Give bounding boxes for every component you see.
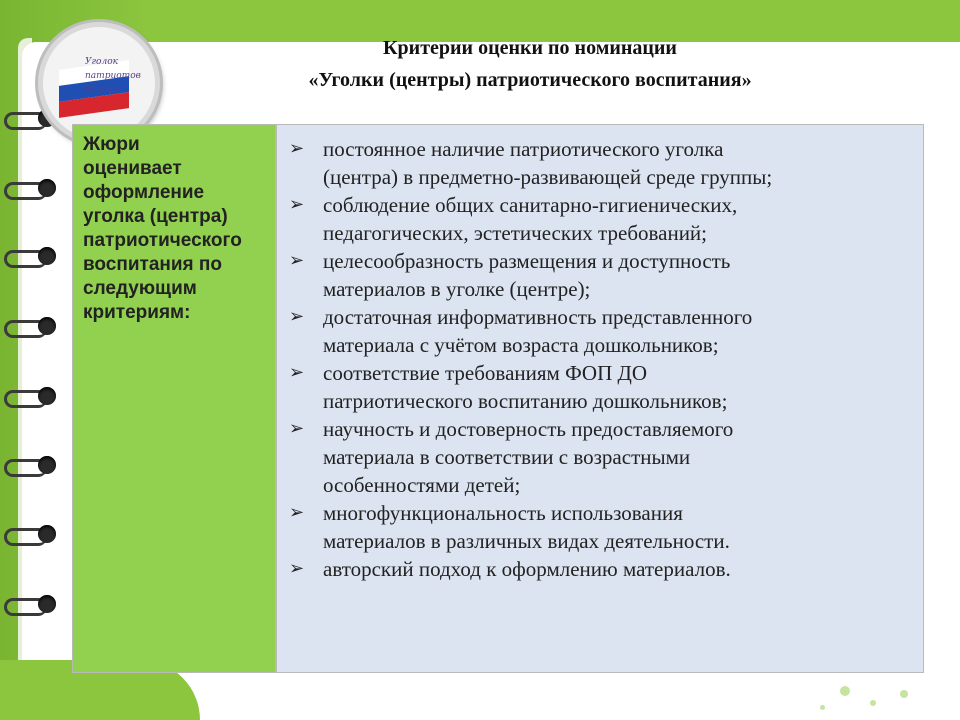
decor-dot [840, 686, 850, 696]
arrow-bullet-icon: ➢ [289, 306, 305, 327]
spiral-ring-icon [4, 455, 56, 477]
title-line-1: Критерии оценки по номинации [383, 37, 677, 59]
spiral-ring-icon [4, 316, 56, 338]
criteria-item [287, 247, 921, 303]
logo-line: Уголок [85, 57, 118, 67]
criteria-item [287, 135, 921, 191]
criteria-item [287, 359, 921, 415]
criteria-text: материалов в различных видах деятельности. [323, 529, 730, 553]
logo-script-text [85, 55, 151, 97]
jury-line: следующим [83, 278, 197, 299]
criteria-cell [276, 124, 924, 673]
jury-line: воспитания по [83, 254, 222, 275]
criteria-text: патриотического воспитанию дошкольников; [323, 389, 728, 413]
criteria-list [287, 135, 921, 583]
criteria-text: материала с учётом возраста дошкольников; [323, 333, 719, 357]
jury-line: Жюри [83, 134, 140, 155]
title-line-2: «Уголки (центры) патриотического воспитания» [308, 69, 752, 91]
jury-line: патриотического [83, 230, 242, 251]
decor-dot [870, 700, 876, 706]
criteria-item [287, 303, 921, 359]
spiral-ring-icon [4, 178, 56, 200]
spiral-ring-icon [4, 386, 56, 408]
criteria-text: постоянное наличие патриотического уголка [323, 137, 724, 161]
jury-cell [72, 124, 276, 673]
spiral-ring-icon [4, 524, 56, 546]
jury-line: уголка (центра) [83, 206, 228, 227]
criteria-item [287, 415, 921, 499]
spiral-ring-icon [4, 594, 56, 616]
criteria-text: научность и достоверность предоставляемого [323, 417, 734, 441]
arrow-bullet-icon: ➢ [289, 138, 305, 159]
arrow-bullet-icon: ➢ [289, 502, 305, 523]
criteria-text: авторский подход к оформлению материалов. [323, 557, 731, 581]
decor-dot [900, 690, 908, 698]
criteria-text: материала в соответствии с возрастными [323, 445, 691, 469]
spiral-ring-icon [4, 246, 56, 268]
criteria-text: соответствие требованиям ФОП ДО [323, 361, 647, 385]
criteria-item [287, 499, 921, 555]
criteria-text: целесообразность размещения и доступность [323, 249, 731, 273]
criteria-text: достаточная информативность представленного [323, 305, 753, 329]
decor-dot [820, 705, 825, 710]
jury-text [83, 133, 273, 325]
arrow-bullet-icon: ➢ [289, 250, 305, 271]
slide-title [170, 32, 890, 96]
criteria-text: материалов в уголке (центре); [323, 277, 591, 301]
logo-line: России [85, 85, 119, 95]
arrow-bullet-icon: ➢ [289, 558, 305, 579]
criteria-text: особенностями детей; [323, 473, 521, 497]
criteria-text: соблюдение общих санитарно-гигиенических, [323, 193, 738, 217]
jury-line: оценивает [83, 158, 182, 179]
criteria-item [287, 555, 921, 583]
logo-line: патриотов [85, 71, 141, 81]
arrow-bullet-icon: ➢ [289, 194, 305, 215]
criteria-text: педагогических, эстетических требований; [323, 221, 708, 245]
jury-line: критериям: [83, 302, 191, 323]
jury-line: оформление [83, 182, 205, 203]
criteria-text: (центра) в предметно-развивающей среде группы; [323, 165, 773, 189]
criteria-item [287, 191, 921, 247]
criteria-text: многофункциональность использования [323, 501, 683, 525]
arrow-bullet-icon: ➢ [289, 418, 305, 439]
arrow-bullet-icon: ➢ [289, 362, 305, 383]
